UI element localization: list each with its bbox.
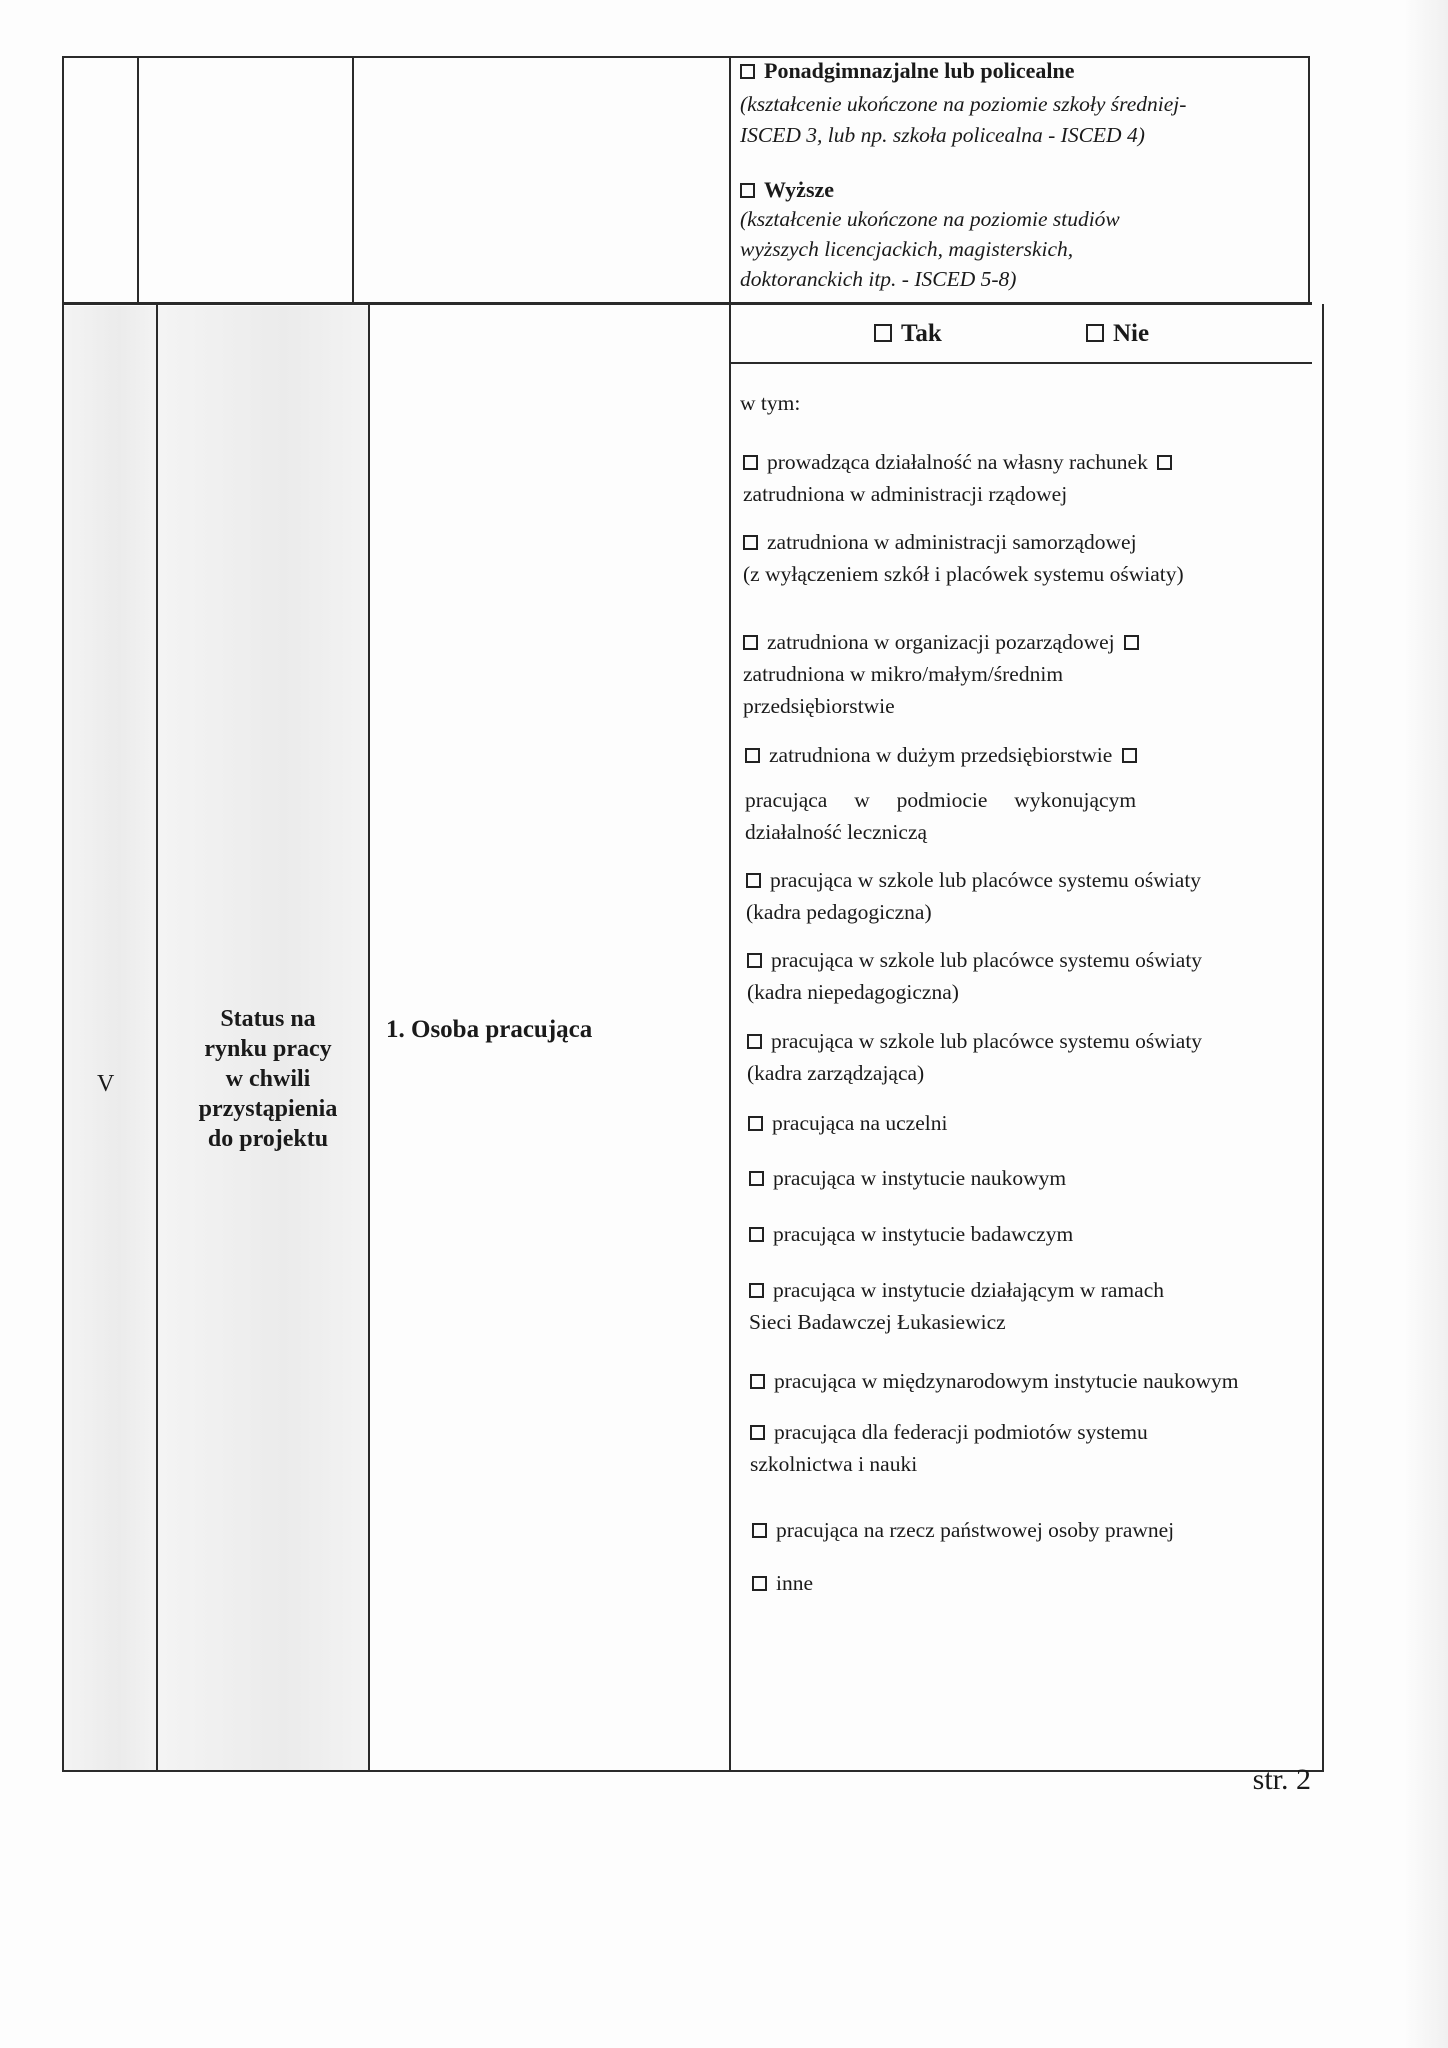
option-text: (kadra zarządzająca) xyxy=(747,1061,925,1085)
option-scientific-institute xyxy=(749,1162,1324,1194)
checkbox[interactable] xyxy=(743,535,758,550)
checkbox[interactable] xyxy=(740,183,755,198)
option-international-institute xyxy=(750,1365,1325,1397)
option-lukasiewicz xyxy=(749,1274,1324,1338)
option-text: pracująca w instytucie badawczym xyxy=(773,1222,1074,1246)
checkbox[interactable] xyxy=(1122,748,1137,763)
column-divider-1 xyxy=(137,56,139,304)
section-title xyxy=(168,1004,368,1154)
option-text: zatrudniona w mikro/małym/średnim xyxy=(743,662,1064,686)
yes-no-divider xyxy=(729,362,1312,364)
table-right-border-b xyxy=(1322,304,1324,1772)
option-state-legal-person xyxy=(752,1514,1327,1546)
option-text: działalność leczniczą xyxy=(745,820,928,844)
checkbox[interactable] xyxy=(749,1283,764,1298)
option-text: prowadząca działalność na własny rachunek xyxy=(767,450,1148,474)
section-title-line: do projektu xyxy=(207,1126,329,1152)
option-text: zatrudniona w administracji samorządowej xyxy=(767,530,1137,554)
option-text: pracująca w międzynarodowym instytucie naukowym xyxy=(774,1369,1239,1393)
section-title-line: przystąpienia xyxy=(198,1096,338,1122)
shaded-column-roman xyxy=(64,306,156,1772)
column-divider-2b xyxy=(368,304,370,1772)
option-federation xyxy=(750,1416,1325,1480)
checkbox[interactable] xyxy=(750,1374,765,1389)
table-left-border xyxy=(62,56,64,1772)
option-text: pracująca w szkole lub placówce systemu oświaty xyxy=(770,868,1202,892)
no-option[interactable] xyxy=(1086,320,1149,348)
option-text: pracująca w instytucie działającym w ramach xyxy=(773,1278,1164,1302)
option-label: Wyższe xyxy=(764,177,835,202)
checkbox[interactable] xyxy=(748,1116,763,1131)
yes-option[interactable] xyxy=(874,320,942,348)
no-label: Nie xyxy=(1113,320,1150,347)
checkbox[interactable] xyxy=(745,748,760,763)
checkbox[interactable] xyxy=(740,64,755,79)
option-university xyxy=(748,1107,1323,1139)
option-text: (kadra niepedagogiczna) xyxy=(747,980,959,1004)
option-large-enterprise xyxy=(745,739,1320,771)
option-other xyxy=(752,1567,1327,1599)
column-divider-1b xyxy=(156,304,158,1772)
education-higher xyxy=(740,176,1305,294)
checkbox[interactable] xyxy=(752,1523,767,1538)
checkbox[interactable] xyxy=(749,1227,764,1242)
row-divider xyxy=(62,302,1312,305)
checkbox[interactable] xyxy=(747,1034,762,1049)
option-school-management xyxy=(747,1025,1322,1089)
option-text: (z wyłączeniem szkół i placówek systemu oświaty) xyxy=(743,562,1184,586)
section-number: V xyxy=(97,1071,115,1097)
checkbox[interactable] xyxy=(1157,455,1172,470)
checkbox[interactable] xyxy=(1124,635,1139,650)
option-text: pracująca w szkole lub placówce systemu oświaty xyxy=(771,948,1203,972)
subsection-title: 1. Osoba pracująca xyxy=(386,1016,593,1043)
option-self-employed xyxy=(743,446,1318,510)
option-text: zatrudniona w organizacji pozarządowej xyxy=(767,630,1115,654)
option-label: Ponadgimnazjalne lub policealne xyxy=(764,58,1075,83)
checkbox[interactable] xyxy=(743,455,758,470)
scan-right-edge xyxy=(1406,0,1448,2048)
in-that-label: w tym: xyxy=(740,391,801,415)
checkbox[interactable] xyxy=(747,953,762,968)
yes-label: Tak xyxy=(901,320,942,347)
column-divider-3 xyxy=(729,56,731,1772)
option-text: pracująca w podmiocie wykonującym xyxy=(745,788,1137,812)
table-bottom-border xyxy=(62,1770,1324,1772)
option-text: pracująca na rzecz państwowej osoby prawnej xyxy=(776,1518,1175,1542)
option-text: pracująca w instytucie naukowym xyxy=(773,1166,1067,1190)
checkbox[interactable] xyxy=(749,1171,764,1186)
checkbox[interactable] xyxy=(750,1425,765,1440)
table-right-border xyxy=(1308,56,1310,304)
option-medical-entity xyxy=(745,784,1320,848)
checkbox[interactable] xyxy=(746,873,761,888)
education-post-secondary xyxy=(740,56,1305,151)
option-text: przedsiębiorstwie xyxy=(743,694,895,718)
page-number: str. 2 xyxy=(1252,1763,1311,1796)
section-title-line: rynku pracy xyxy=(204,1036,332,1062)
checkbox[interactable] xyxy=(743,635,758,650)
option-school-nonteaching xyxy=(747,944,1322,1008)
option-text: zatrudniona w administracji rządowej xyxy=(743,482,1068,506)
checkbox[interactable] xyxy=(1086,324,1104,342)
option-description: doktoranckich itp. - ISCED 5-8) xyxy=(740,267,1017,291)
checkbox[interactable] xyxy=(874,324,892,342)
option-text: pracująca dla federacji podmiotów systemu xyxy=(774,1420,1148,1444)
option-text: szkolnictwa i nauki xyxy=(750,1452,918,1476)
option-description: (kształcenie ukończone na poziomie studiów xyxy=(740,207,1120,231)
option-description: ISCED 3, lub np. szkoła policealna - ISCED 4) xyxy=(740,123,1145,147)
option-text: pracująca na uczelni xyxy=(772,1111,948,1135)
option-text: inne xyxy=(776,1571,814,1595)
column-divider-2 xyxy=(352,56,354,304)
option-text: (kadra pedagogiczna) xyxy=(746,900,932,924)
section-title-line: w chwili xyxy=(225,1066,311,1092)
option-text: zatrudniona w dużym przedsiębiorstwie xyxy=(769,743,1113,767)
option-description: wyższych licencjackich, magisterskich, xyxy=(740,237,1074,261)
option-description: (kształcenie ukończone na poziomie szkoły średniej- xyxy=(740,92,1187,116)
section-title-line: Status na xyxy=(220,1006,316,1032)
option-text: pracująca w szkole lub placówce systemu oświaty xyxy=(771,1029,1203,1053)
checkbox[interactable] xyxy=(752,1576,767,1591)
option-school-teaching xyxy=(746,864,1321,928)
option-text: Sieci Badawczej Łukasiewicz xyxy=(749,1310,1006,1334)
option-research-institute xyxy=(749,1218,1324,1250)
option-local-government xyxy=(743,526,1318,590)
option-ngo xyxy=(743,626,1318,722)
